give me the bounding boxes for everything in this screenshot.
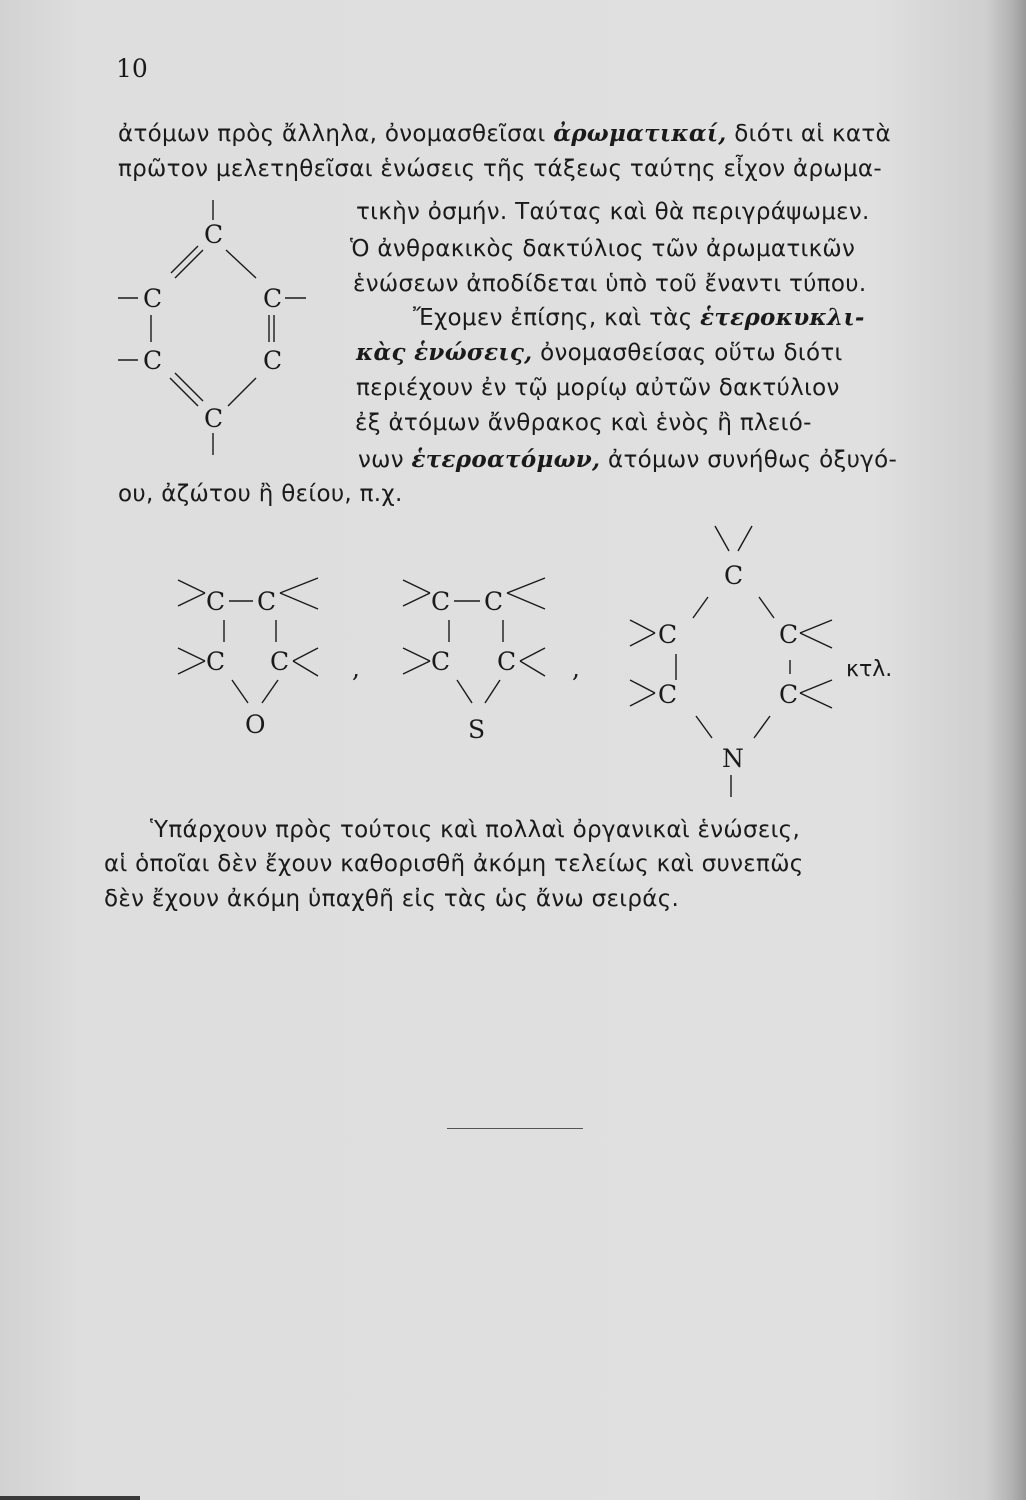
atom-c: C xyxy=(497,647,517,676)
paragraph1-line4: Ὁ ἀνθρακικὸς δακτύλιος τῶν ἀρωματικῶν xyxy=(350,236,856,262)
page-number: 10 xyxy=(116,54,148,83)
bond xyxy=(226,250,256,278)
bond xyxy=(507,578,545,593)
atom-c: C xyxy=(270,647,290,676)
text-span: ἀτόμων πρὸς ἄλληλα, ὀνομασθεῖσαι xyxy=(118,121,554,147)
text-span: διότι αἱ κατὰ xyxy=(726,121,891,147)
bond xyxy=(293,648,318,661)
scan-edge-strip xyxy=(0,1496,140,1500)
bond xyxy=(520,648,545,661)
pyridine-formula xyxy=(630,526,892,797)
bond xyxy=(630,633,655,646)
term-heteroatoms: ἑτεροατόμων, xyxy=(411,446,601,473)
bond xyxy=(754,716,770,738)
comma-separator: , xyxy=(352,654,360,683)
furan-formula xyxy=(178,578,318,739)
atom-c-lower-left: C xyxy=(658,680,678,709)
bond xyxy=(178,661,205,674)
bond xyxy=(293,661,318,676)
bond xyxy=(800,693,832,708)
bond xyxy=(403,580,430,593)
bond xyxy=(696,716,712,738)
paragraph2-line6: ου, ἀζώτου ἢ θείου, π.χ. xyxy=(118,481,403,507)
bond xyxy=(800,680,832,693)
paragraph1-line2: πρῶτον μελετηθεῖσαι ἑνώσεις τῆς τάξεως ταύτης εἶχον ἀρωμα- xyxy=(118,156,882,182)
bond xyxy=(800,633,832,648)
bond xyxy=(280,593,318,609)
atom-c-top: C xyxy=(204,220,224,249)
atom-c: C xyxy=(206,647,226,676)
atom-c-upper-left: C xyxy=(658,620,678,649)
bond xyxy=(485,680,500,703)
paragraph1-line3: τικὴν ὀσμήν. Ταύτας καὶ θὰ περιγράψωμεν. xyxy=(356,199,870,225)
atom-c-upper-right: C xyxy=(779,620,799,649)
atom-c: C xyxy=(206,587,226,616)
atom-c: C xyxy=(431,647,451,676)
text-span: ὀνομασθείσας οὕτω διότι xyxy=(532,340,843,366)
bond xyxy=(520,661,545,676)
atom-c-top: C xyxy=(724,561,744,590)
bond xyxy=(693,597,708,618)
bond xyxy=(507,593,545,609)
heteroatom-o: O xyxy=(245,710,266,739)
bond xyxy=(262,680,278,703)
benzene-ring-formula xyxy=(118,200,306,455)
paragraph3-line1: Ὑπάρχουν πρὸς τούτοις καὶ πολλαὶ ὀργανικαὶ ἑνώσεις, xyxy=(150,817,801,843)
heteroatom-s: S xyxy=(468,715,486,744)
bond xyxy=(403,593,430,606)
bond xyxy=(759,597,774,618)
term-heterocyclic: ἑτεροκυκλι- xyxy=(700,304,865,331)
bond xyxy=(178,580,205,593)
bond xyxy=(403,648,430,661)
heteroatom-n: N xyxy=(722,744,744,773)
atom-c-upper-left: C xyxy=(143,284,163,313)
atom-c: C xyxy=(257,587,277,616)
paragraph2-line4: ἐξ ἀτόμων ἄνθρακος καὶ ἑνὸς ἢ πλειό- xyxy=(355,410,812,436)
paragraph3-line2: αἱ ὁποῖαι δὲν ἔχουν καθορισθῆ ἀκόμη τελείως καὶ συνεπῶς xyxy=(104,851,804,877)
bond xyxy=(403,661,430,674)
bond xyxy=(630,680,655,693)
atom-c-lower-right: C xyxy=(779,680,799,709)
atom-c: C xyxy=(431,587,451,616)
paragraph2-line3: περιέχουν ἐν τῷ μορίῳ αὐτῶν δακτύλιον xyxy=(356,375,840,401)
bond xyxy=(178,593,205,606)
atom-c-upper-right: C xyxy=(263,284,283,313)
bond xyxy=(715,526,729,551)
bond xyxy=(228,378,256,406)
bond xyxy=(232,680,248,703)
etc-label: κτλ. xyxy=(846,657,893,682)
bond xyxy=(280,578,318,593)
term-aromatic: ἀρωματικαί, xyxy=(553,120,727,147)
bond xyxy=(457,680,472,703)
text-span: ἀτόμων συνήθως ὀξυγό- xyxy=(600,447,898,473)
atom-c: C xyxy=(484,587,504,616)
atom-c-lower-right: C xyxy=(263,346,283,375)
section-divider xyxy=(447,1128,583,1129)
term-compounds: κὰς ἑνώσεις, xyxy=(356,339,533,366)
bond xyxy=(178,648,205,661)
paragraph3-line3: δὲν ἔχουν ἀκόμη ὑπαχθῆ εἰς τὰς ὡς ἄνω σειράς. xyxy=(104,886,680,912)
thiophene-formula xyxy=(403,578,545,744)
atom-c-lower-left: C xyxy=(143,346,163,375)
text-span: Ἔχομεν ἐπίσης, καὶ τὰς xyxy=(413,305,701,331)
paragraph1-line5: ἑνώσεων ἀποδίδεται ὑπὸ τοῦ ἔναντι τύπου. xyxy=(353,271,867,297)
bond xyxy=(800,620,832,633)
bond xyxy=(630,620,655,633)
text-span: νων xyxy=(358,447,412,473)
comma-separator: , xyxy=(572,654,580,683)
atom-c-bottom: C xyxy=(204,404,224,433)
bond xyxy=(738,526,752,551)
bond xyxy=(630,693,655,706)
